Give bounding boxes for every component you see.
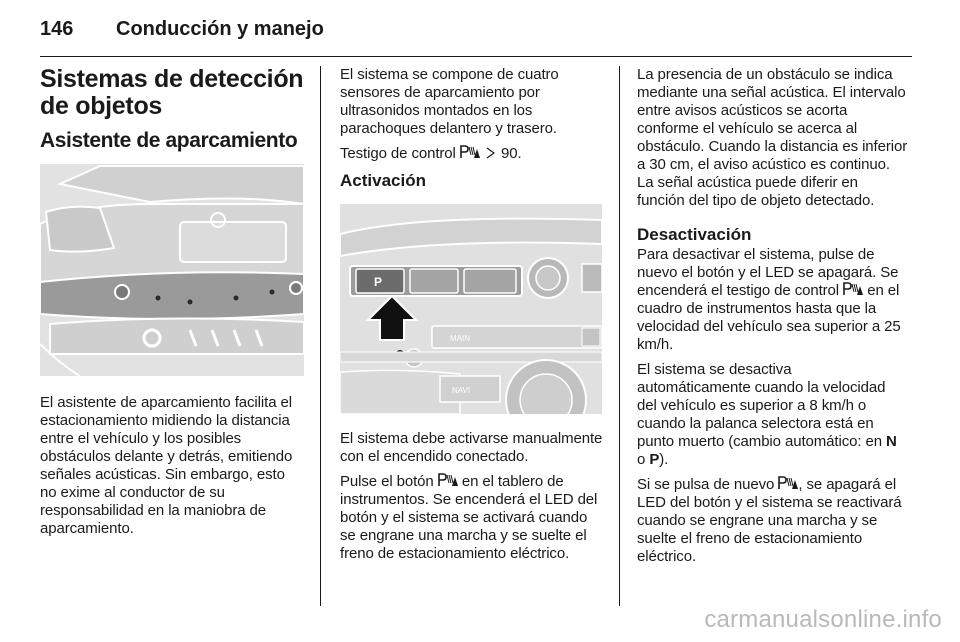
page-header: [40, 18, 912, 58]
system-paragraph: El sistema se compone de cuatro sensores de aparcamiento por ultrasonidos montados en los parachoques delantero y trasero.: [340, 66, 559, 137]
or-text: o: [637, 451, 646, 468]
watermark: carmanualsonline.info: [704, 606, 942, 633]
column-divider: [320, 66, 321, 606]
control-reference: [340, 145, 604, 163]
deactivation-text-c: El sistema se desactiva automáticamente cuando la velocidad del vehículo es superior a 8 km/h o cuando la palanca selectora está en punto muerto (cambio automático: en: [637, 361, 886, 450]
deactivation-paragraph-2: [637, 361, 909, 469]
parking-sensor-icon: [778, 476, 798, 490]
console-illustration: [340, 204, 602, 414]
section-subtitle: Asistente de aparcamiento: [40, 129, 298, 152]
car-rear-figure: [40, 164, 304, 376]
activation-paragraph-1: El sistema debe activarse manualmente con el encendido conectado.: [340, 430, 603, 465]
console-navi-label: NAVI: [452, 386, 471, 395]
deactivation-paragraph-3: [637, 476, 909, 566]
activation-text-a: Pulse el botón: [340, 473, 434, 490]
intro-paragraph: El asistente de aparcamiento facilita el estacionamiento midiendo la distancia entre el vehículo y los posibles obstáculos delante y detrás, emitiendo señales acústicas. Sin embargo, esto no exime al conductor de su responsabilidad en la maniobra de aparcamiento.: [40, 394, 293, 537]
parking-sensor-icon: [438, 473, 458, 487]
activation-text-b: en el tablero de instrumentos. Se encenderá el LED del botón y el sistema se activará cuando se engrane una marcha y se suelte el freno de estacionamiento eléctrico.: [340, 473, 598, 562]
parking-sensor-icon: [843, 282, 863, 296]
console-button-label: P: [374, 275, 383, 289]
gear-n: N: [886, 433, 897, 450]
column-middle: [340, 66, 604, 563]
deactivation-text-e: , se apagará el LED del botón y el sistema se reactivará cuando se engrane una marcha y se suelte el freno de estacionamiento eléctrico.: [637, 476, 902, 565]
control-prefix: Testigo de control: [340, 145, 456, 162]
deactivation-text-a: Para desactivar el sistema, pulse de nuevo el botón y el LED se apagará. Se encenderá el testigo de control: [637, 246, 899, 299]
gear-p: P: [649, 451, 660, 468]
activation-heading: Activación: [340, 171, 426, 190]
presence-paragraph: La presencia de un obstáculo se indica mediante una señal acústica. El intervalo entre avisos acústicos se acorta conforme el vehículo se acerca al obstáculo. Cuando la distancia es inferior a 30 cm, el aviso acústico es continuo. La señal acústica puede diferir en función del tipo de objeto detectado.: [637, 66, 908, 209]
activation-paragraph-2: [340, 473, 604, 563]
console-figure: [340, 204, 602, 414]
deactivation-paragraph-1: [637, 246, 909, 354]
column-divider: [619, 66, 620, 606]
column-left: [40, 66, 304, 538]
console-main-label: MAIN: [450, 334, 470, 343]
section-title: Sistemas de detección de objetos: [40, 65, 304, 120]
chevron-right-icon[interactable]: [486, 147, 495, 159]
running-title: Conducción y manejo: [116, 18, 324, 40]
parking-sensor-icon: [460, 145, 480, 159]
control-page-link[interactable]: 90.: [501, 145, 522, 162]
car-rear-illustration: [40, 164, 304, 376]
deactivation-heading: Desactivación: [637, 225, 752, 244]
deactivation-text-b: en el cuadro de instrumentos hasta que la velocidad del vehículo sea superior a 25 km/h.: [637, 282, 901, 353]
deactivation-text-end: ).: [659, 451, 669, 468]
page-number: 146: [40, 18, 74, 40]
header-rule: [40, 56, 912, 57]
column-right: [637, 66, 909, 566]
deactivation-text-d: Si se pulsa de nuevo: [637, 476, 775, 493]
